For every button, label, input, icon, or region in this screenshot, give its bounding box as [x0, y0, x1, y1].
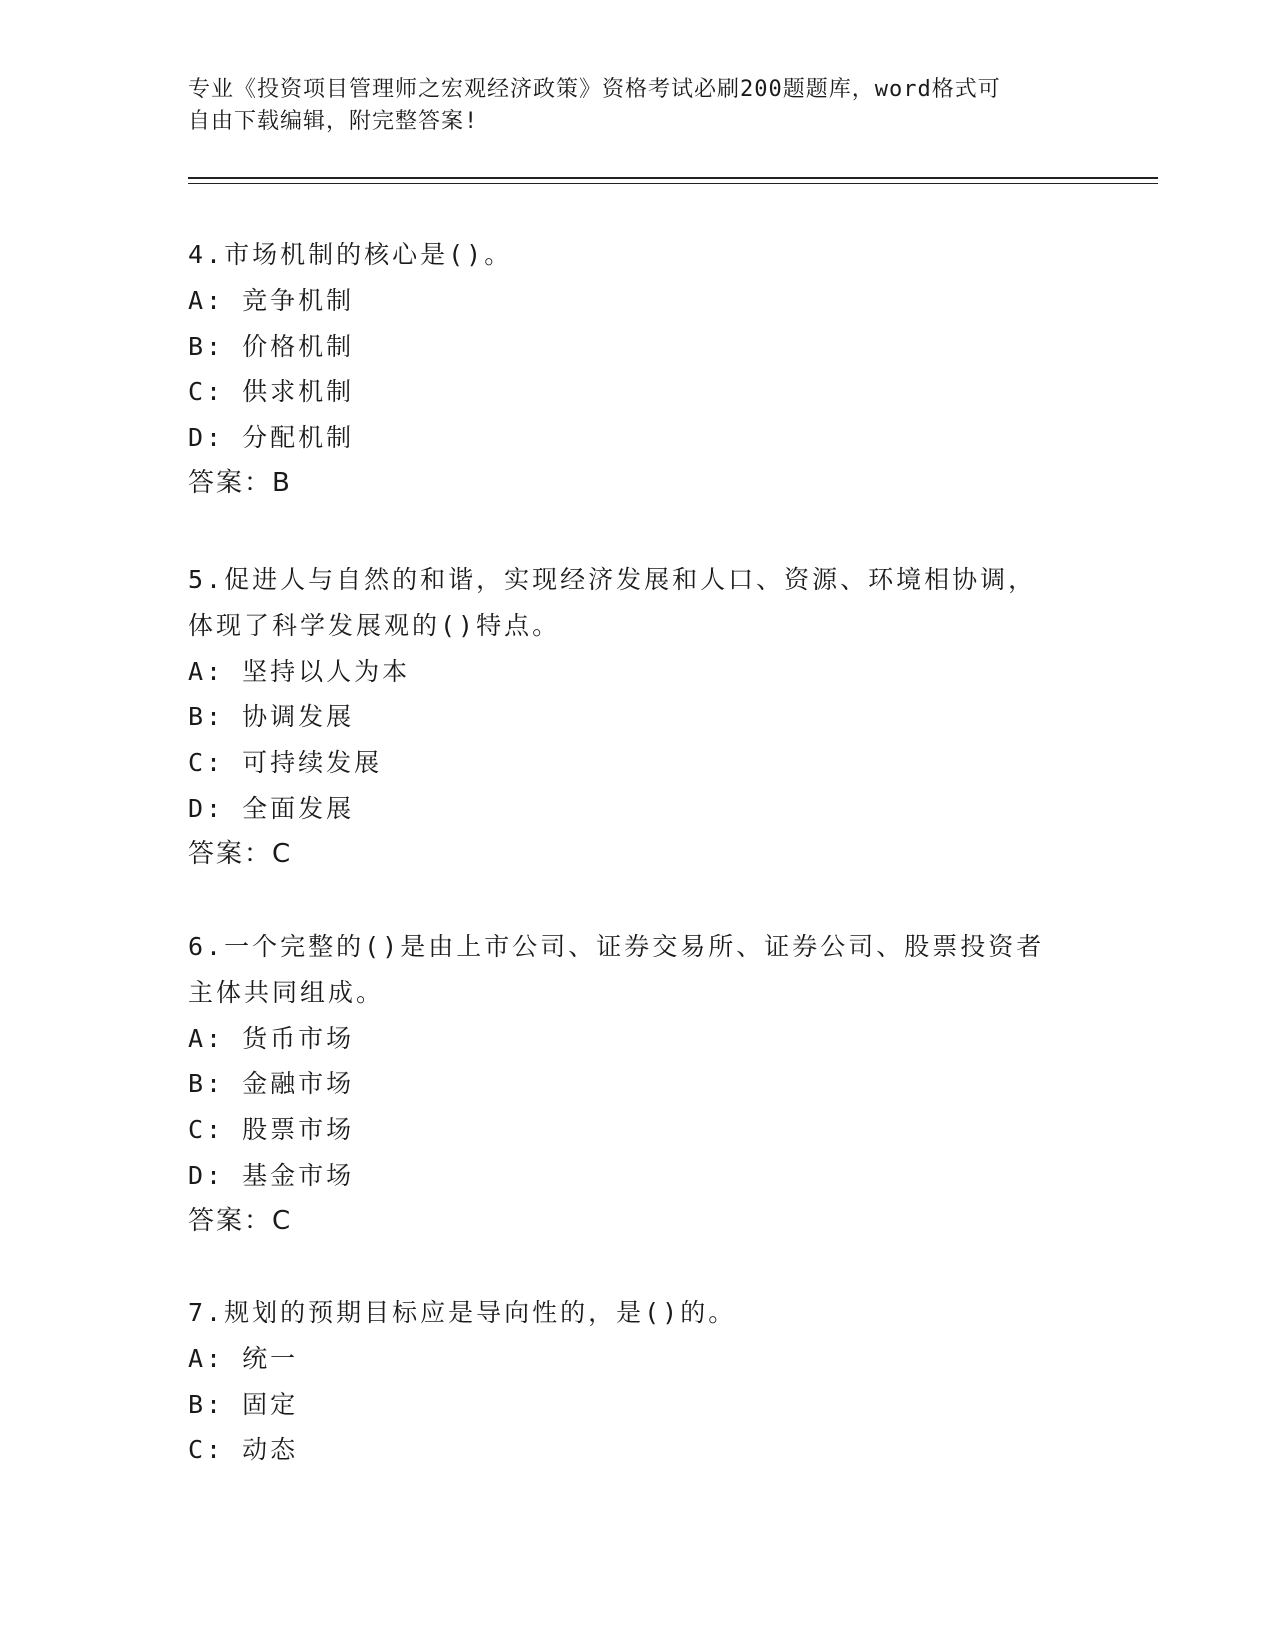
option-c: C: 可持续发展 — [188, 748, 383, 778]
option-a: A: 货币市场 — [188, 1023, 355, 1053]
answer-label: 答案：C — [188, 1205, 293, 1236]
question-stem: 4.市场机制的核心是()。 — [188, 240, 513, 269]
option-d: D: 基金市场 — [188, 1160, 355, 1190]
question-stem: 6.一个完整的()是由上市公司、证券交易所、证券公司、股票投资者 — [188, 932, 1045, 961]
option-a: A: 竞争机制 — [188, 285, 355, 315]
question-stem: 5.促进人与自然的和谐，实现经济发展和人口、资源、环境相协调， — [188, 565, 1037, 594]
option-d: D: 全面发展 — [188, 793, 355, 823]
header-divider-thick — [188, 177, 1158, 179]
option-c: C: 供求机制 — [188, 377, 355, 407]
answer-label: 答案：C — [188, 838, 293, 869]
question-block-6 — [188, 924, 1088, 1245]
option-b: B: 固定 — [188, 1389, 299, 1419]
question-stem-continued: 主体共同组成。 — [188, 977, 385, 1007]
header-divider-thin — [188, 183, 1158, 184]
header-line-1: 专业《投资项目管理师之宏观经济政策》资格考试必刷200题题库，word格式可 — [188, 77, 1001, 102]
answer-label: 答案：B — [188, 467, 292, 498]
question-stem-continued: 体现了科学发展观的()特点。 — [188, 610, 561, 640]
question-stem: 7.规划的预期目标应是导向性的，是()的。 — [188, 1298, 737, 1327]
question-block-5 — [188, 557, 1088, 878]
option-d: D: 分配机制 — [188, 423, 355, 453]
question-block-4 — [188, 232, 1088, 507]
option-c: C: 股票市场 — [188, 1115, 355, 1145]
option-b: B: 协调发展 — [188, 702, 355, 732]
header-line-2: 自由下载编辑，附完整答案! — [188, 109, 479, 134]
option-b: B: 价格机制 — [188, 331, 355, 361]
question-block-7 — [188, 1290, 1088, 1473]
document-header — [188, 74, 1088, 138]
option-a: A: 统一 — [188, 1343, 299, 1373]
option-b: B: 金融市场 — [188, 1069, 355, 1099]
option-c: C: 动态 — [188, 1435, 299, 1465]
option-a: A: 坚持以人为本 — [188, 656, 411, 686]
